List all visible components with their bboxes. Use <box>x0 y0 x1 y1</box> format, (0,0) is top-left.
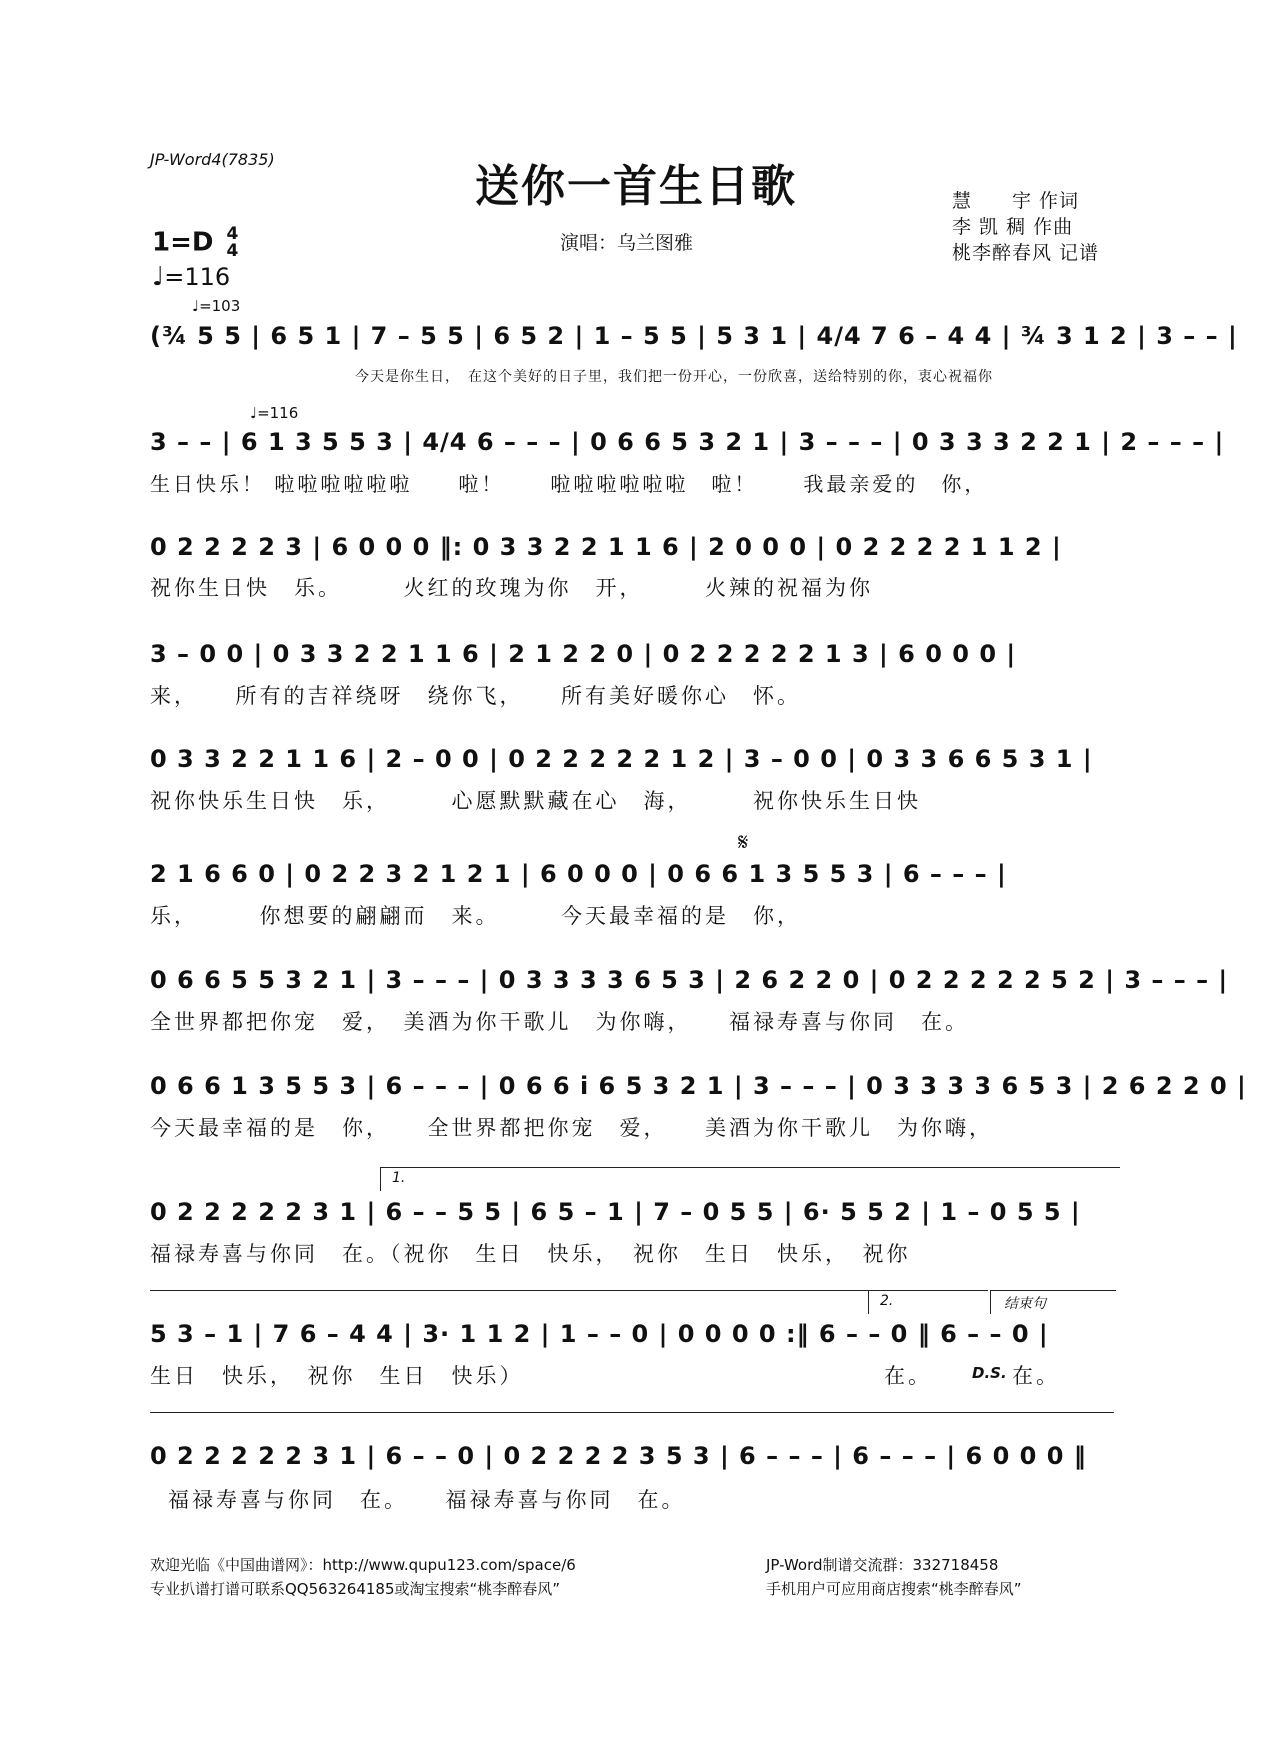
system-3-notes: 0 2 2 2 2 3 | 6 0 0 0 ‖: 0 3 3 2 2 1 1 6 | 2 0 0 0 | 0 2 2 2 2 1 1 2 | <box>150 533 1062 561</box>
tempo-marking <box>152 262 230 292</box>
transcriber-credit: 桃李醉春风 记谱 <box>952 242 1100 264</box>
singer-credit: 演唱：乌兰图雅 <box>560 232 694 254</box>
tempo-value: =116 <box>164 263 231 291</box>
key-label: 1=D <box>152 227 214 258</box>
footer-group: JP-Word制谱交流群：332718458 <box>766 1556 999 1574</box>
repeat-bracket <box>150 1290 870 1291</box>
system-10-notes: 5 3 – 1 | 7 6 – 4 4 | 3· 1 1 2 | 1 – – 0 | 0 0 0 0 :‖ 6 – – 0 ‖ 6 – – 0 | <box>150 1320 1049 1348</box>
system-4-lyrics: 来， 所有的吉祥绕呀 绕你飞， 所有美好暖你心 怀。 <box>150 684 801 708</box>
system-1-notes: (¾ 5 5 | 6 5 1 | 7 – 5 5 | 6 5 2 | 1 – 5 5 | 5 3 1 | 4/4 7 6 – 4 4 | ¾ 3 1 2 | 3 – – | <box>150 322 1238 350</box>
system-9-notes: 0 2 2 2 2 2 3 1 | 6 – – 5 5 | 6 5 – 1 | 7 – 0 5 5 | 6· 5 5 2 | 1 – 0 5 5 | <box>150 1198 1081 1226</box>
system-8-notes: 0 6 6 1 3 5 5 3 | 6 – – – | 0 6 6 i 6 5 3 2 1 | 3 – – – | 0 3 3 3 3 6 5 3 | 2 6 2 2 0 | <box>150 1072 1247 1100</box>
lyricist-credit: 慧 宇 作词 <box>952 190 1080 212</box>
ending-bracket <box>990 1290 1116 1291</box>
ds-mark: D.S. <box>972 1364 1007 1382</box>
volta-1-bracket-edge <box>380 1167 381 1191</box>
source-label: JP-Word4(7835) <box>150 150 275 169</box>
system-2-notes: 3 – – | 6 1 3 5 5 3 | 4/4 6 – – – | 0 6 6 5 3 2 1 | 3 – – – | 0 3 3 3 2 2 1 | 2 – – – | <box>150 428 1225 456</box>
footer-app-store: 手机用户可应用商店搜索“桃李醉春风” <box>766 1580 1022 1598</box>
system-1-lyrics: 今天是你生日， 在这个美好的日子里，我们把一份开心，一份欣喜，送给特别的你，衷心祝福你 <box>355 369 993 385</box>
system-1-tempo-mark: ♩=103 <box>192 297 241 315</box>
system-10-lyrics-volta: 在。 <box>884 1364 932 1388</box>
footer-contact: 专业扒谱打谱可联系QQ563264185或淘宝搜索“桃李醉春风” <box>150 1580 561 1598</box>
system-3-lyrics: 祝你生日快 乐。 火红的玫瑰为你 开， 火辣的祝福为你 <box>150 576 873 600</box>
ending-bracket-edge <box>990 1290 991 1314</box>
time-sig-top: 4 <box>226 224 239 244</box>
system-6-notes: 2 1 6 6 0 | 0 2 2 3 2 1 2 1 | 6 0 0 0 | 0 6 6 1 3 5 5 3 | 6 – – – | <box>150 860 1007 888</box>
system-4-notes: 3 – 0 0 | 0 3 3 2 2 1 1 6 | 2 1 2 2 0 | 0 2 2 2 2 2 1 3 | 6 0 0 0 | <box>150 640 1017 668</box>
composer-credit: 李 凯 稠 作曲 <box>952 216 1074 238</box>
system-5-notes: 0 3 3 2 2 1 1 6 | 2 – 0 0 | 0 2 2 2 2 2 1 2 | 3 – 0 0 | 0 3 3 6 6 5 3 1 | <box>150 745 1093 773</box>
system-10-lyrics: 生日 快乐， 祝你 生日 快乐） <box>150 1364 524 1388</box>
system-11-lyrics: 福禄寿喜与你同 在。 福禄寿喜与你同 在。 <box>168 1488 686 1512</box>
ending-label: 结束句 <box>1004 1296 1046 1312</box>
time-sig-bottom: 4 <box>226 241 239 261</box>
system-2-tempo-mark: ♩=116 <box>250 404 299 422</box>
system-6-lyrics: 乐， 你想要的翩翩而 来。 今天最幸福的是 你， <box>150 904 801 928</box>
segno-icon: 𝄋 <box>738 828 749 856</box>
system-11-notes: 0 2 2 2 2 2 3 1 | 6 – – 0 | 0 2 2 2 2 3 5 3 | 6 – – – | 6 – – – | 6 0 0 0 ‖ <box>150 1442 1087 1470</box>
volta-1-label: 1. <box>392 1170 406 1186</box>
coda-bracket <box>150 1412 1114 1413</box>
system-7-notes: 0 6 6 5 5 3 2 1 | 3 – – – | 0 3 3 3 3 6 5 3 | 2 6 2 2 0 | 0 2 2 2 2 2 5 2 | 3 – – – | <box>150 966 1229 994</box>
time-signature <box>227 226 239 260</box>
song-title: 送你一首生日歌 <box>475 161 797 212</box>
system-10-lyrics-end: 在。 <box>1012 1364 1060 1388</box>
system-2-lyrics: 生日快乐！ 啦啦啦啦啦啦 啦！ 啦啦啦啦啦啦 啦！ 我最亲爱的 你， <box>150 472 988 496</box>
volta-2-bracket-edge <box>868 1290 869 1314</box>
system-9-lyrics: 福禄寿喜与你同 在。（祝你 生日 快乐， 祝你 生日 快乐， 祝你 <box>150 1242 911 1266</box>
volta-2-label: 2. <box>880 1293 894 1309</box>
system-7-lyrics: 全世界都把你宠 爱， 美酒为你干歌儿 为你嗨， 福禄寿喜与你同 在。 <box>150 1010 969 1034</box>
quarter-note-icon: ♩ <box>152 262 165 292</box>
volta-2-bracket <box>868 1290 988 1291</box>
volta-1-bracket <box>380 1167 1120 1168</box>
system-8-lyrics: 今天最幸福的是 你， 全世界都把你宠 爱， 美酒为你干歌儿 为你嗨， <box>150 1116 993 1140</box>
key-signature <box>152 226 238 260</box>
system-5-lyrics: 祝你快乐生日快 乐， 心愿默默藏在心 海， 祝你快乐生日快 <box>150 789 921 813</box>
footer-website: 欢迎光临《中国曲谱网》：http://www.qupu123.com/space/6 <box>150 1556 576 1574</box>
